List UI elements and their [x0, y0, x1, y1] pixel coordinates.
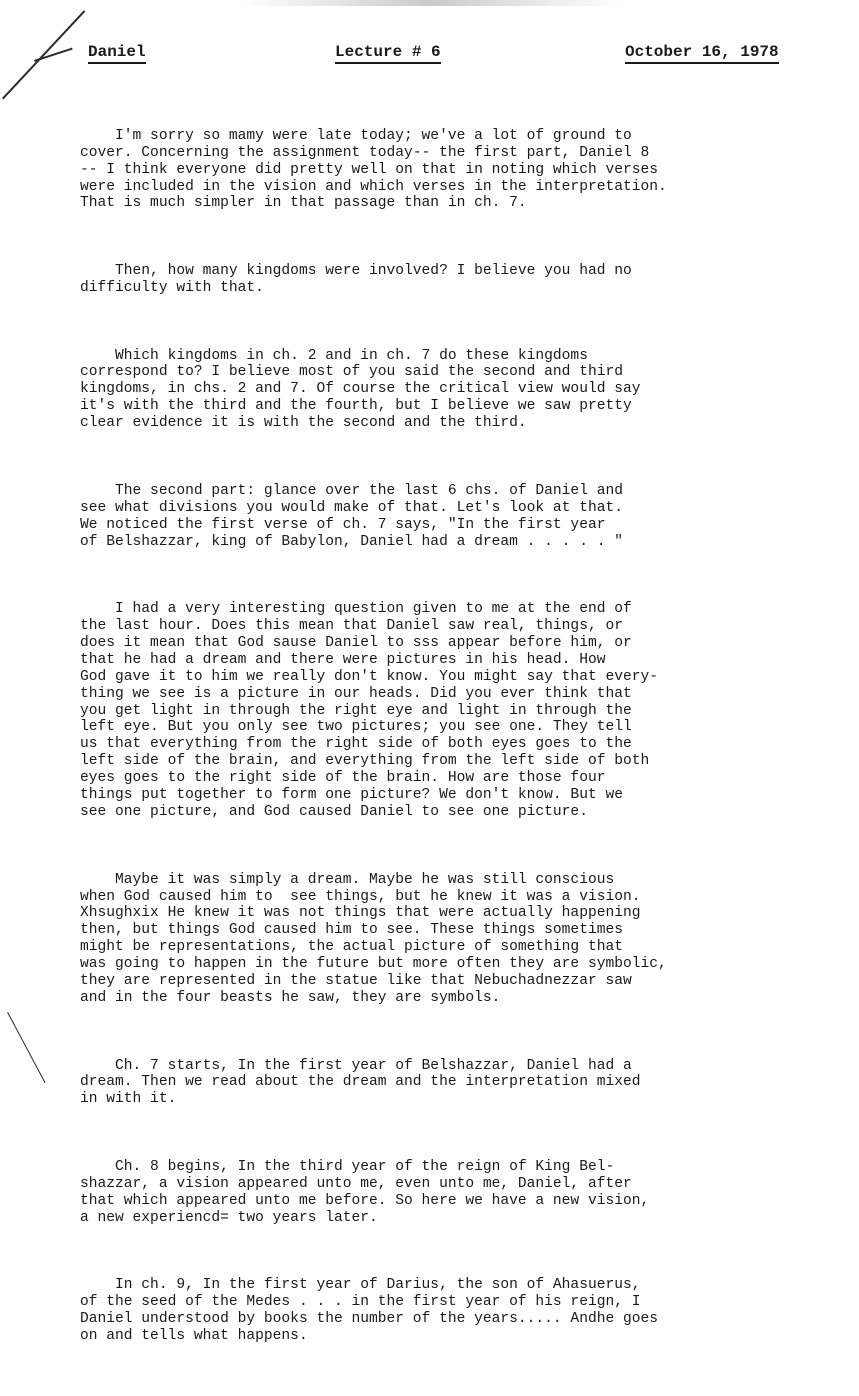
header-book: Daniel — [88, 42, 146, 64]
scan-edge-line — [7, 1012, 46, 1083]
paragraph-3: Which kingdoms in ch. 2 and in ch. 7 do these kingdoms correspond to? I believe most of you said the second and third kingdoms, in chs. 2 and 7. Of course the critical view would say it's with the third and the fourth, but I believe we saw pretty clear evidence it is with the second and the third. — [80, 347, 641, 432]
paragraph-2: Then, how many kingdoms were involved? I believe you had no difficulty with that. — [80, 263, 632, 296]
paragraph-8: Ch. 8 begins, In the third year of the reign of King Bel- shazzar, a vision appeared unto me, even unto me, Daniel, after that which appeared unto me before. So here we have a new vision, a new experiencd= two years later. — [80, 1158, 650, 1226]
scan-smudge — [240, 0, 620, 6]
page-header — [0, 42, 859, 66]
paragraph-7: Ch. 7 starts, In the first year of Belshazzar, Daniel had a dream. Then we read about the dream and the interpretation mixed in with it. — [80, 1057, 641, 1108]
header-date: October 16, 1978 — [625, 42, 779, 64]
header-lecture: Lecture # 6 — [335, 42, 441, 64]
paragraph-5: I had a very interesting question given to me at the end of the last hour. Does this mean that Daniel saw real, things, or does it mean that God sause Daniel to sss appear before him, or that he had a dream and there were pictures in his head. How God gave it to him we really don't know. You might say that every- thing we see is a picture in our heads. Did you ever think that you get light in through the right eye and light in through the left eye. But you only see two pictures; you see one. They tell us that everything from the right side of both eyes goes to the left side of the brain, and everything from the left side of both eyes goes to the right side of the brain. How are those four things put together to form one picture? We don't know. But we see one picture, and God caused Daniel to see one picture. — [80, 601, 659, 820]
paragraph-9: In ch. 9, In the first year of Darius, the son of Ahasuerus, of the seed of the Medes . . . in the first year of his reign, I Daniel understood by books the number of the years..... Andhe goes on and tells what happens. — [80, 1277, 659, 1345]
paragraph-1: I'm sorry so mamy were late today; we've a lot of ground to cover. Concerning the assignment today-- the first part, Daniel 8 -- I think everyone did pretty well on that in noting which verses were included in the vision and which verses in the interpretation. That is much simpler in that passage than in ch. 7. — [80, 127, 667, 212]
paragraph-4: The second part: glance over the last 6 chs. of Daniel and see what divisions you would make of that. Let's look at that. We noticed the first verse of ch. 7 says, "In the first year of Belshazzar, king of Babylon, Daniel had a dream . . . . . " — [80, 482, 623, 550]
lecture-body — [80, 94, 780, 1396]
paragraph-6: Maybe it was simply a dream. Maybe he was still conscious when God caused him to see things, but he knew it was a vision. Xhsughxix He knew it was not things that were actually happening then, but things God caused him to see. These things sometimes might be representations, the actual picture of something that was going to happen in the future but more often they are symbolic, they are represented in the statue like that Nebuchadnezzar saw and in the four beasts he saw, they are symbols. — [80, 871, 667, 1006]
